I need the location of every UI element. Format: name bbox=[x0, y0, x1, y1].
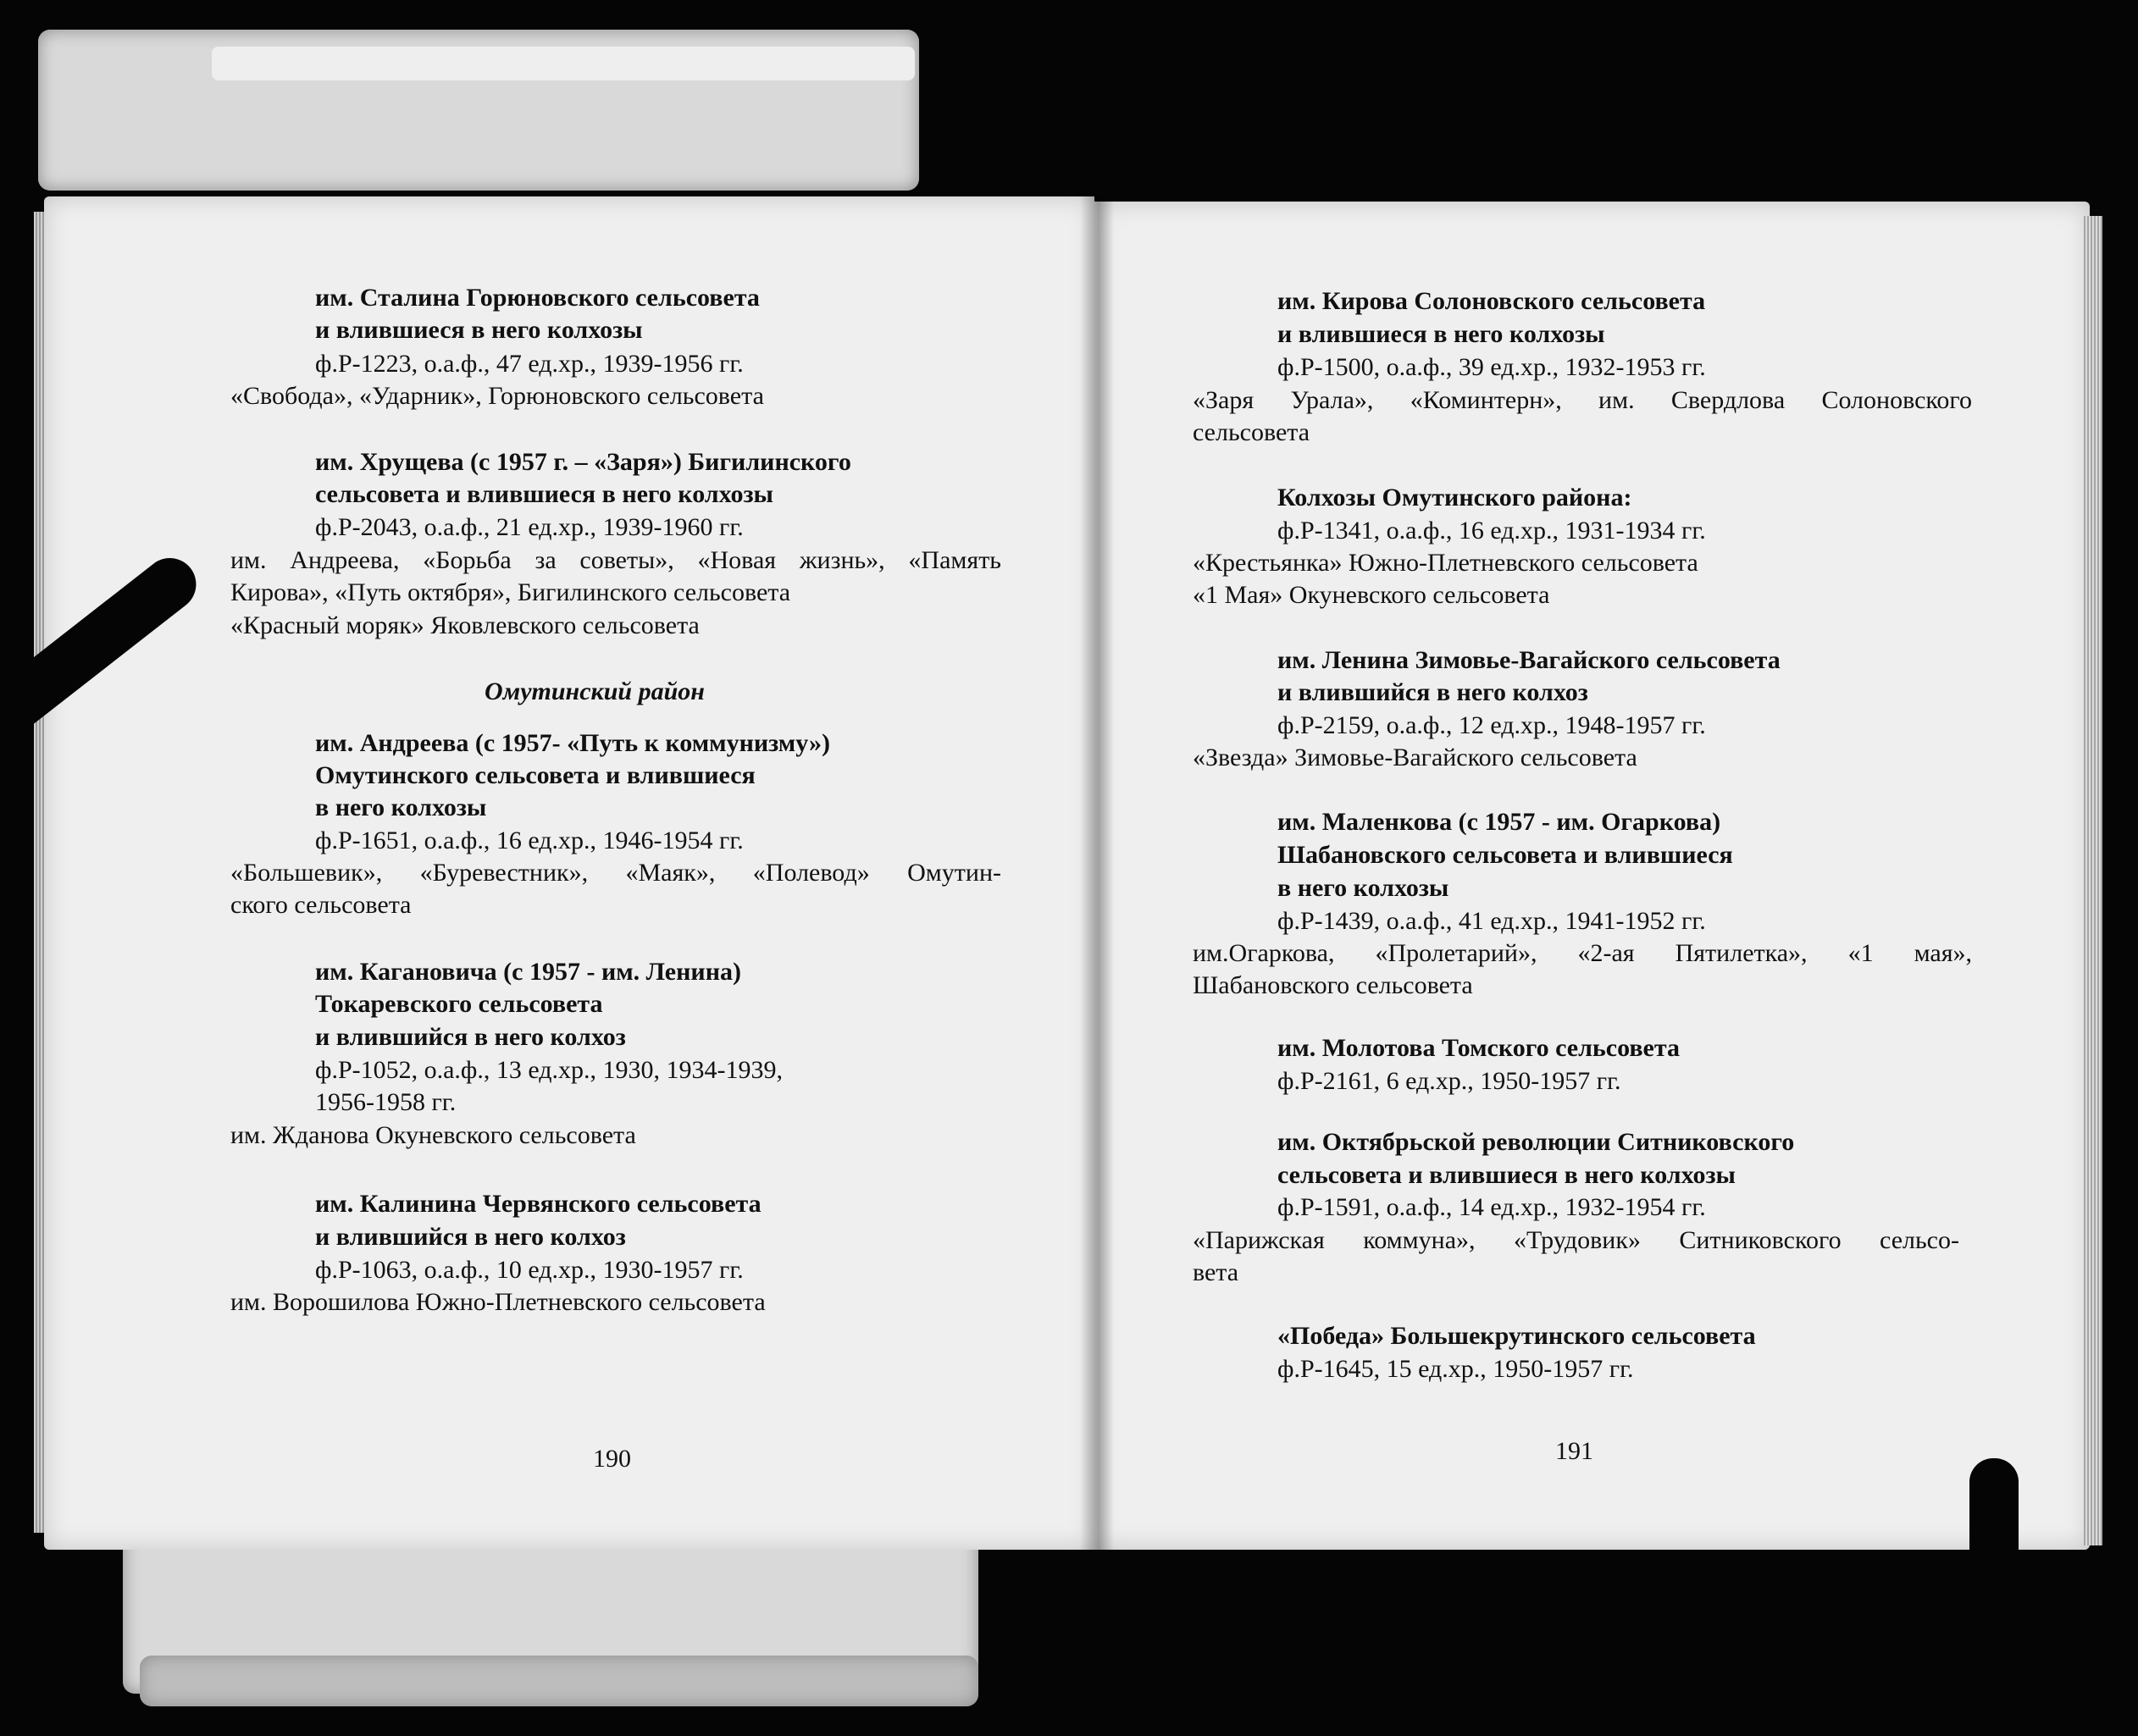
entry-title-line: им. Андреева (с 1957- «Путь к коммунизму») bbox=[315, 729, 830, 757]
entry-title-line: и влившиеся в него колхозы bbox=[1277, 320, 1605, 348]
entry-title-line: и влившийся в него колхоз bbox=[1277, 678, 1588, 706]
entry-title-line: им. Хрущева (с 1957 г. – «Заря») Бигилинского bbox=[315, 448, 851, 476]
entry-title-line: и влившийся в него колхоз bbox=[315, 1023, 626, 1051]
entry-fund: ф.Р-1651, о.а.ф., 16 ед.хр., 1946-1954 гг. bbox=[315, 827, 744, 854]
section-heading: Омутинский район bbox=[485, 677, 705, 705]
entry-fund: ф.Р-2161, 6 ед.хр., 1950-1957 гг. bbox=[1277, 1067, 1621, 1095]
entry-title-line: сельсовета и влившиеся в него колхозы bbox=[315, 480, 773, 508]
page-number: 190 bbox=[593, 1445, 631, 1473]
entry-note-line: вета bbox=[1193, 1258, 1239, 1286]
entry-fund: ф.Р-1439, о.а.ф., 41 ед.хр., 1941-1952 гг. bbox=[1277, 907, 1706, 935]
page-number: 191 bbox=[1555, 1437, 1593, 1465]
foam-support-top-layer bbox=[212, 47, 915, 80]
entry-title-line: в него колхозы bbox=[1277, 874, 1449, 902]
entry-fund: ф.Р-1063, о.а.ф., 10 ед.хр., 1930-1957 гг. bbox=[315, 1256, 744, 1284]
entry-note-line: «Крестьянка» Южно-Плетневского сельсовета bbox=[1193, 549, 1698, 577]
entry-title-line: сельсовета и влившиеся в него колхозы bbox=[1277, 1161, 1736, 1189]
entry-title-line: «Победа» Большекрутинского сельсовета bbox=[1277, 1322, 1756, 1350]
entry-fund: ф.Р-1223, о.а.ф., 47 ед.хр., 1939-1956 гг. bbox=[315, 350, 744, 378]
entry-title-line: им. Октябрьской революции Ситниковского bbox=[1277, 1128, 1795, 1156]
entry-title-line: Колхозы Омутинского района: bbox=[1277, 484, 1632, 511]
entry-title-line: им. Молотова Томского сельсовета bbox=[1277, 1034, 1680, 1062]
entry-note-line: сельсовета bbox=[1193, 418, 1310, 446]
entry-fund: ф.Р-2043, о.а.ф., 21 ед.хр., 1939-1960 гг. bbox=[315, 513, 744, 541]
entry-title-line: им. Сталина Горюновского сельсовета bbox=[315, 284, 760, 312]
entry-note-line: «Красный моряк» Яковлевского сельсовета bbox=[230, 611, 700, 639]
page-clip bbox=[1969, 1458, 2019, 1568]
entry-fund: ф.Р-1591, о.а.ф., 14 ед.хр., 1932-1954 гг. bbox=[1277, 1193, 1706, 1221]
entry-note-line: «1 Мая» Окуневского сельсовета bbox=[1193, 581, 1550, 609]
entry-title-line: в него колхозы bbox=[315, 793, 487, 821]
entry-note-line: Шабановского сельсовета bbox=[1193, 971, 1473, 999]
entry-title-line: и влившиеся в него колхозы bbox=[315, 316, 643, 344]
entry-note-line: им. Жданова Окуневского сельсовета bbox=[230, 1121, 636, 1149]
entry-note-line: им. Ворошилова Южно-Плетневского сельсовета bbox=[230, 1288, 766, 1316]
book-gutter bbox=[1080, 196, 1114, 1550]
entry-note-line: «Свобода», «Ударник», Горюновского сельсовета bbox=[230, 382, 764, 410]
entry-fund: ф.Р-1052, о.а.ф., 13 ед.хр., 1930, 1934-1939, bbox=[315, 1056, 784, 1084]
entry-note-line: «Большевик», «Буревестник», «Маяк», «Полевод» Омутин- bbox=[230, 859, 1001, 887]
entry-title-line: им. Маленкова (с 1957 - им. Огаркова) bbox=[1277, 808, 1721, 836]
entry-title-line: им. Ленина Зимовье-Вагайского сельсовета bbox=[1277, 646, 1781, 674]
entry-title-line: Омутинского сельсовета и влившиеся bbox=[315, 761, 756, 789]
entry-note-line: «Звезда» Зимовье-Вагайского сельсовета bbox=[1193, 744, 1637, 771]
entry-fund: ф.Р-2159, о.а.ф., 12 ед.хр., 1948-1957 гг. bbox=[1277, 711, 1706, 739]
entry-title-line: Токаревского сельсовета bbox=[315, 990, 603, 1018]
entry-fund: ф.Р-1341, о.а.ф., 16 ед.хр., 1931-1934 гг. bbox=[1277, 517, 1706, 545]
foam-support-bottom-layer bbox=[140, 1656, 978, 1706]
entry-title-line: им. Кирова Солоновского сельсовета bbox=[1277, 287, 1706, 315]
entry-note-line: им.Огаркова, «Пролетарий», «2-ая Пятилетка», «1 мая», bbox=[1193, 939, 1972, 967]
entry-title-line: Шабановского сельсовета и влившиеся bbox=[1277, 841, 1733, 869]
entry-fund: 1956-1958 гг. bbox=[315, 1088, 457, 1116]
entry-fund: ф.Р-1500, о.а.ф., 39 ед.хр., 1932-1953 гг. bbox=[1277, 353, 1706, 381]
entry-note-line: «Заря Урала», «Коминтерн», им. Свердлова Солоновского bbox=[1193, 386, 1972, 414]
entry-title-line: им. Кагановича (с 1957 - им. Ленина) bbox=[315, 958, 741, 986]
entry-title-line: и влившийся в него колхоз bbox=[315, 1223, 626, 1251]
entry-title-line: им. Калинина Червянского сельсовета bbox=[315, 1190, 762, 1218]
entry-note-line: им. Андреева, «Борьба за советы», «Новая жизнь», «Память bbox=[230, 546, 1001, 574]
entry-note-line: ского сельсовета bbox=[230, 891, 412, 919]
entry-note-line: Кирова», «Путь октября», Бигилинского сельсовета bbox=[230, 578, 791, 606]
right-page-edges bbox=[2084, 216, 2102, 1545]
entry-note-line: «Парижская коммуна», «Трудовик» Ситниковского сельсо- bbox=[1193, 1226, 1959, 1254]
entry-fund: ф.Р-1645, 15 ед.хр., 1950-1957 гг. bbox=[1277, 1355, 1634, 1383]
